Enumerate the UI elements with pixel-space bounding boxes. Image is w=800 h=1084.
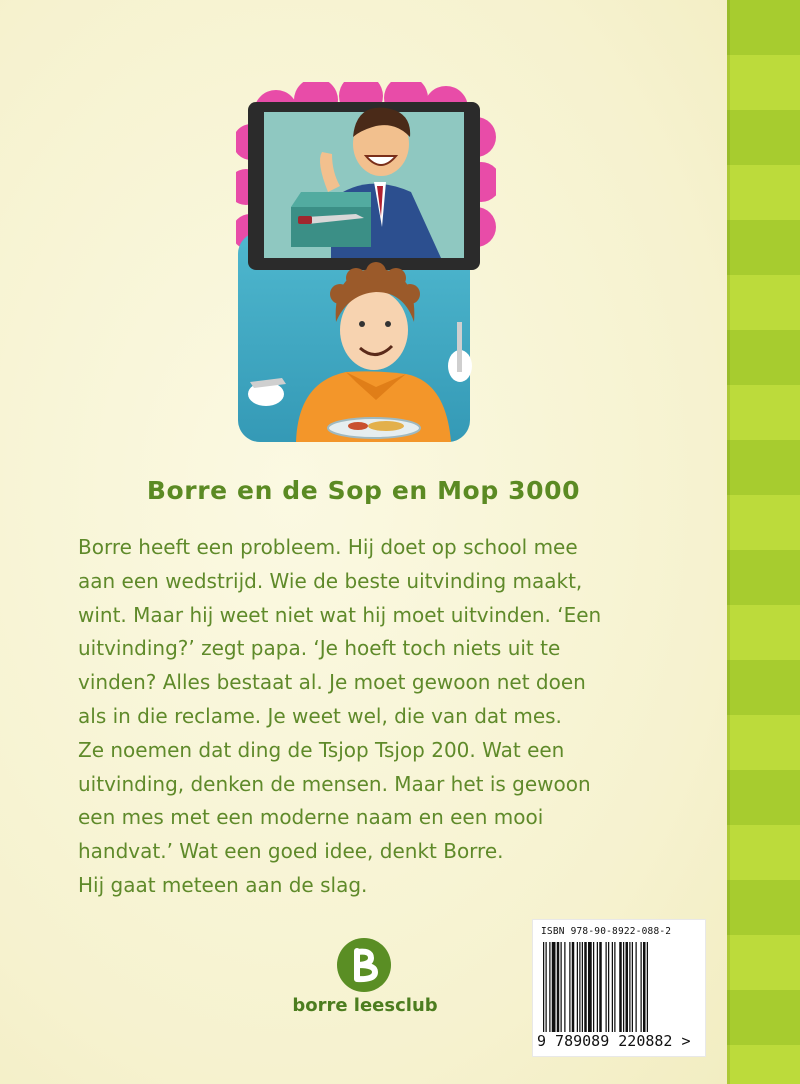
blurb-line: een mes met een moderne naam en een mooi — [78, 805, 544, 830]
barcode-bar — [564, 942, 565, 1040]
barcode-bar — [641, 942, 642, 1040]
barcode-bar — [597, 942, 598, 1040]
barcode-bar — [588, 942, 592, 1040]
blurb-line: aan een wedstrijd. Wie de beste uitvinding maakt, — [78, 568, 583, 593]
publisher-name: borre leesclub — [292, 995, 438, 1016]
barcode-bar — [619, 942, 622, 1040]
barcode-bar — [623, 942, 624, 1040]
boy-dreaming-of-tv-illustration — [236, 82, 496, 442]
barcode-bar — [552, 942, 556, 1040]
barcode-bar — [614, 942, 615, 1040]
barcode-bar — [643, 942, 646, 1040]
barcode-bar — [549, 942, 550, 1040]
blurb-line: vinden? Alles bestaat al. Je moet gewoon net doen — [78, 670, 586, 695]
spine-stripes — [727, 0, 800, 1084]
barcode-bar — [599, 942, 602, 1040]
cover-illustration — [236, 82, 496, 442]
barcode-bar — [569, 942, 570, 1040]
isbn-label: ISBN 978-90-8922-088-2 — [541, 926, 672, 937]
blurb-line: Ze noemen dat ding de Tsjop Tsjop 200. Wat een — [78, 737, 565, 762]
blurb-line: Borre heeft een probleem. Hij doet op school mee — [78, 535, 578, 559]
blurb-line: wint. Maar hij weet niet wat hij moet uitvinden. ‘Een — [78, 602, 602, 627]
barcode-bar — [546, 942, 547, 1040]
barcode-bar — [584, 942, 587, 1040]
barcode-bar — [593, 942, 594, 1040]
publisher-logo — [280, 936, 450, 1026]
barcode-bar — [572, 942, 575, 1040]
barcode-bar — [626, 942, 629, 1040]
letter-b-badge-icon — [337, 938, 391, 992]
blurb-line: uitvinding?’ zegt papa. ‘Je hoeft toch niets uit te — [78, 636, 561, 661]
blurb-line: handvat.’ Wat een goed idee, denkt Borre. — [78, 839, 504, 864]
barcode-bars — [539, 942, 695, 1040]
barcode-bar — [636, 942, 637, 1040]
barcode-bar — [561, 942, 562, 1040]
blurb-text — [78, 531, 718, 903]
blurb-line: als in die reclame. Je weet wel, die van dat mes. — [78, 703, 562, 728]
book-title: Borre en de Sop en Mop 3000 — [146, 476, 581, 505]
barcode-digits: 9 789089 220882 > — [535, 1032, 705, 1050]
barcode-bar — [577, 942, 578, 1040]
barcode-bar — [606, 942, 607, 1040]
blurb-line: Hij gaat meteen aan de slag. — [78, 872, 368, 897]
blurb-line: uitvinding, denken de mensen. Maar het is gewoon — [78, 771, 591, 796]
barcode-bar — [647, 942, 648, 1040]
barcode-bar — [632, 942, 633, 1040]
barcode-bar — [608, 942, 609, 1040]
barcode-bar — [579, 942, 580, 1040]
barcode-bar — [612, 942, 613, 1040]
barcode-bar — [557, 942, 560, 1040]
barcode-bar — [543, 942, 544, 1040]
barcode-bar — [582, 942, 583, 1040]
isbn-barcode — [532, 919, 706, 1057]
barcode-bar — [629, 942, 630, 1040]
